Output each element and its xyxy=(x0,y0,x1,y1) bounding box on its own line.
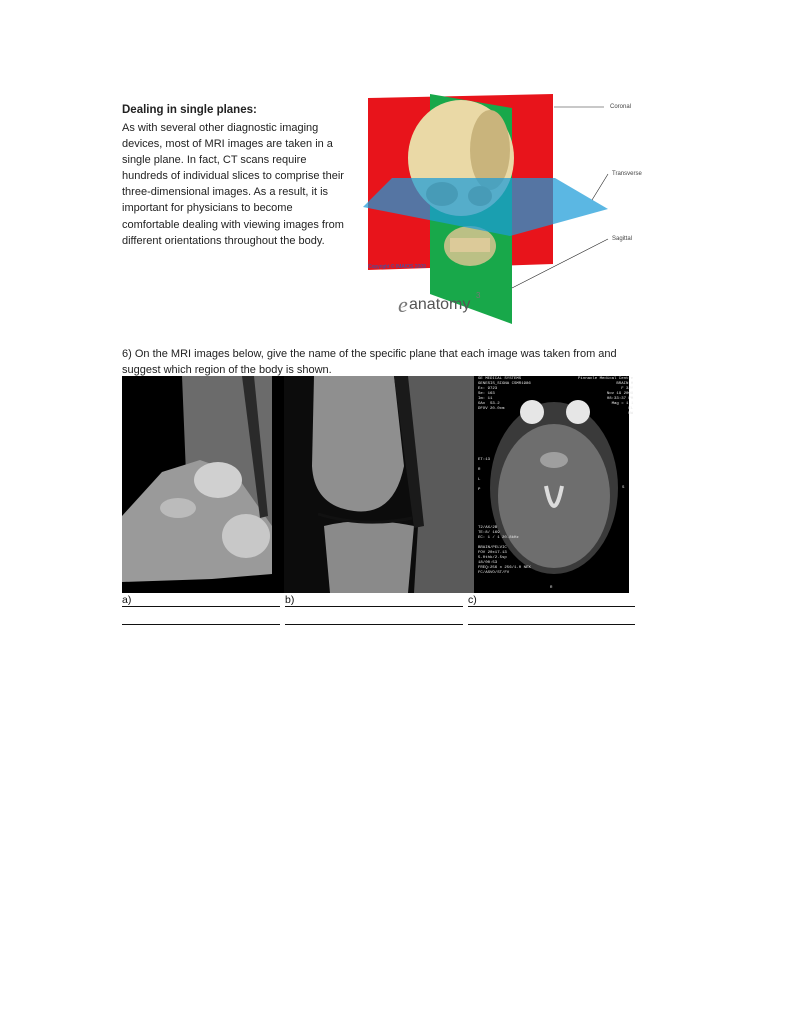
answer-c-line-2[interactable] xyxy=(468,610,635,625)
section-body: As with several other diagnostic imaging devices, most of MRI images are taken in a single plane. In fact, CT scans require hundreds of individual slices to comprise their three-dimensional images. As a result, it is important for physicians to become comfortable dealing with viewing images from different orientations throughout the body. xyxy=(122,122,344,247)
coronal-label: Coronal xyxy=(610,104,632,110)
mri-b-knee xyxy=(284,376,474,593)
anatomy-logo-superscript: 3 xyxy=(476,291,481,300)
mri-c-orientation-labels: ET:13 R L P xyxy=(478,458,491,492)
sagittal-label: Sagittal xyxy=(612,236,633,242)
mri-c-orientation-bottom: R xyxy=(550,586,553,590)
mri-c-scan-params: T2/AX/2B TE:8/ 169 EC: 1 / 1 20.8kHz BRAIN/PELVIC FOV 20x17.13 5.0thk/2.5sp 18/00:53 FREQ:256 x 256/1.0 NEX FC/ASVO/ST/FV xyxy=(478,526,531,575)
answer-c-label: c) xyxy=(468,594,477,606)
mri-c-csf xyxy=(540,452,568,468)
answer-c-line-1[interactable] xyxy=(468,592,635,607)
skull-jaw xyxy=(444,226,496,266)
mri-c-header-right: Pinnacle Medical Centre BRAIN H F 32Y Nov 19 2008 08:33:37 PM Mag = 1.1 EL WW xyxy=(578,377,634,416)
mri-a-midfoot xyxy=(160,498,196,518)
anatomical-planes-figure xyxy=(362,88,662,328)
mri-image-b xyxy=(284,376,474,593)
answer-b-line-1[interactable] xyxy=(285,592,463,607)
mri-c-orientation-right: S xyxy=(622,486,625,490)
transverse-leader xyxy=(592,174,608,200)
figure-copyright: Copyright © IMAIOS 2009 xyxy=(368,264,426,270)
mri-image-a xyxy=(122,376,282,593)
mri-image-strip xyxy=(122,376,634,593)
answer-a-line-2[interactable] xyxy=(122,610,280,625)
answer-a-label: a) xyxy=(122,594,132,606)
question-text: 6) On the MRI images below, give the name of the specific plane that each image was taken from and suggest which region of the body is shown. xyxy=(122,348,617,376)
mri-a-calcaneus xyxy=(222,514,270,558)
transverse-label: Transverse xyxy=(612,171,642,177)
answer-a-line-1[interactable] xyxy=(122,592,280,607)
mri-image-c xyxy=(476,376,634,593)
mri-a-ankle xyxy=(122,376,282,593)
anatomy-logo: anatomy xyxy=(409,296,471,313)
mri-b-tibia xyxy=(324,521,414,593)
mri-b-femur xyxy=(312,376,404,511)
mri-a-talus xyxy=(194,462,242,498)
answer-b-label: b) xyxy=(285,594,295,606)
mri-c-header-left: GE MEDICAL SYSTEMS GENESIS_SIGNA CSMR1986 Ex: 9723 Se: 163 Im: 11 OAx S3.2 DFOV 20.0cm xyxy=(478,377,531,411)
anatomy-logo-e: e xyxy=(398,292,408,317)
section-heading: Dealing in single planes: xyxy=(122,104,257,116)
answer-b-line-2[interactable] xyxy=(285,610,463,625)
